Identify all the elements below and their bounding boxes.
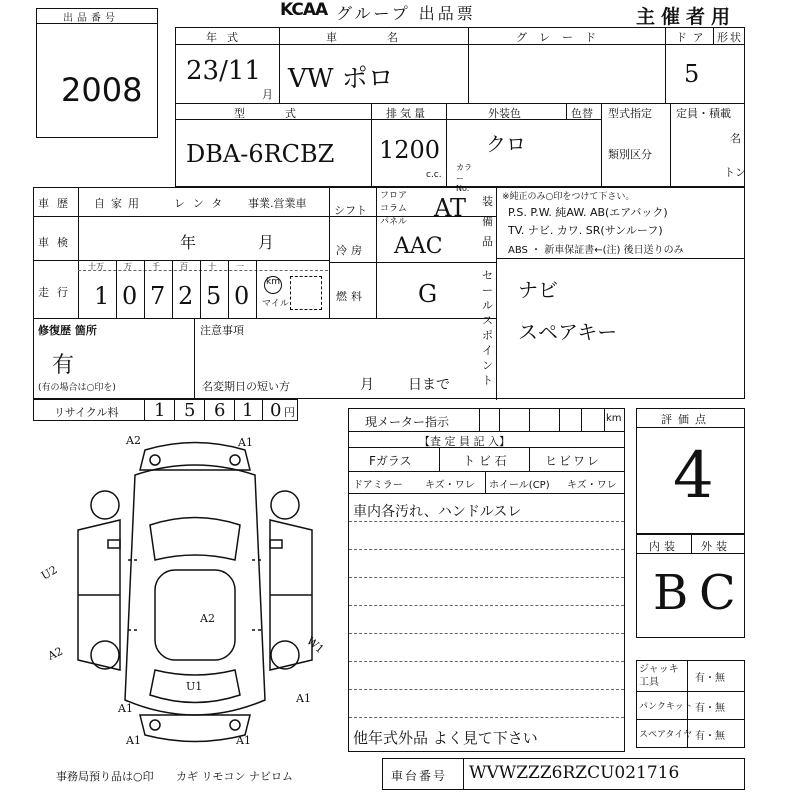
crack-label: ヒビワレ <box>545 454 602 468</box>
digit-label-4: 百 <box>180 262 188 271</box>
mileage-digit-1: 1 <box>94 282 110 310</box>
recycle-digit-4: 1 <box>242 400 254 421</box>
shift-option-floor: フロア <box>380 191 408 201</box>
history-label: 車歴 <box>38 197 76 210</box>
mileage-digit-4: 2 <box>178 282 194 310</box>
recycle-digit-3: 6 <box>214 400 226 421</box>
inspection-label: 車検 <box>38 236 76 249</box>
digit-label-2: 万 <box>124 262 132 271</box>
name-change-day-unit: 日まで <box>408 377 450 393</box>
exterior-value: C <box>699 565 736 621</box>
form-title: グループ 出品票 <box>336 4 476 23</box>
mirror-label: ドアミラー <box>353 480 403 491</box>
mark-rear-left-2: A1 <box>118 702 133 715</box>
tools-box <box>636 660 745 748</box>
mileage-digit-3: 7 <box>150 282 166 310</box>
remark-1: 車内各汚れ、ハンドルスレ <box>353 504 522 520</box>
inspector-header: 【査 定 員 記 入】 <box>419 435 510 448</box>
mileage-blank-box <box>290 276 322 310</box>
history-option-private: 自家用 <box>94 197 145 210</box>
interior-label: 内装 <box>649 540 679 553</box>
history-option-rental: レンタ <box>174 197 231 210</box>
mileage-digit-6: 0 <box>234 282 250 310</box>
puncture-option: 有・無 <box>695 703 725 714</box>
recycle-digit-1: 1 <box>154 400 166 421</box>
office-items: カギ リモコン ナビロム <box>176 770 293 783</box>
color-no-label: カラー No. <box>456 163 472 193</box>
mark-left-rear: A2 <box>45 644 65 663</box>
inspection-year-unit: 年 <box>180 233 197 252</box>
meter-km-label: km <box>606 413 622 424</box>
year-label: 年式 <box>206 31 248 44</box>
name-label: 車名 <box>326 31 448 44</box>
ac-value: AAC <box>394 234 443 259</box>
wheel-label: ホイール(CP) <box>489 480 550 491</box>
ac-label: 冷房 <box>336 244 366 257</box>
digit-label-1: 十万 <box>88 262 104 271</box>
meter-label: 現メーター指示 <box>365 415 450 429</box>
exterior-label: 外装 <box>701 540 731 553</box>
shift-option-column: コラム <box>380 204 407 214</box>
equipment-line-2: TV. ナビ. カワ. SR(サンルーフ) <box>508 224 663 237</box>
lot-number-label: 出品番号 <box>63 13 119 24</box>
capacity-unit: 名 <box>730 132 741 145</box>
mile-label: マイル <box>262 299 289 309</box>
lot-number-box <box>36 8 158 138</box>
recycle-unit: 円 <box>284 406 295 419</box>
glass-label: Fガラス <box>369 454 412 468</box>
mark-right-side: W1 <box>304 634 327 657</box>
rating-box <box>636 408 745 534</box>
car-damage-diagram <box>39 430 330 755</box>
model-value: DBA-6RCBZ <box>186 140 335 168</box>
model-label: 型式 <box>234 107 336 120</box>
rating-value: 4 <box>673 439 714 513</box>
mark-rear-right-1: A1 <box>296 692 311 705</box>
repair-label: 修復歴 箇所 <box>38 324 97 337</box>
mark-top-left: A2 <box>126 434 141 447</box>
recycle-label: リサイクル料 <box>54 406 119 419</box>
wheel-options: キズ・ワレ <box>567 480 617 491</box>
history-option-business: 事業.営業車 <box>248 197 307 210</box>
year-value: 23/11 <box>186 56 261 86</box>
mark-left-side: U2 <box>39 563 60 583</box>
type-designation-label: 型式指定 <box>608 107 652 120</box>
category-label: 類別区分 <box>608 148 652 161</box>
mileage-label: 走行 <box>38 286 76 299</box>
inspection-month-unit: 月 <box>258 233 275 252</box>
equipment-note: ※純正のみ○印をつけて下さい。 <box>502 192 635 202</box>
load-unit: トン <box>724 166 746 179</box>
repair-note: (有の場合は○印を) <box>38 383 116 393</box>
kcaa-logo: KCAA <box>280 0 328 20</box>
notes-label: 注意事項 <box>200 324 244 337</box>
ext-color-label: 外装色 <box>488 107 521 120</box>
fuel-label: 燃料 <box>336 290 366 303</box>
digit-label-3: 千 <box>152 262 160 271</box>
displacement-label: 排気量 <box>386 107 428 120</box>
capacity-label: 定員・積載 <box>676 107 731 120</box>
doors-value: 5 <box>684 60 700 88</box>
glass-options: ト ビ 石 <box>463 454 507 468</box>
shift-value: AT <box>434 194 467 222</box>
equipment-line-3: ABS ・ 新車保証書←(注) 後日送りのみ <box>508 245 684 256</box>
name-value: VW ポロ <box>288 64 394 94</box>
ext-color-value: クロ <box>486 132 526 156</box>
organizer-label: 主催者用 <box>636 6 737 28</box>
digit-label-6: 一 <box>236 262 244 271</box>
recycle-digit-2: 5 <box>184 400 196 421</box>
sales-point-1: ナビ <box>518 278 558 302</box>
vehicle-info-box <box>175 27 746 193</box>
office-note: 事務局預り品は○印 <box>56 770 154 783</box>
lot-number-value: 2008 <box>61 71 143 109</box>
repair-value: 有 <box>52 353 75 378</box>
mark-rear-right-2: A1 <box>236 734 251 747</box>
mark-trunk: U1 <box>186 680 203 693</box>
recycle-box <box>33 399 298 421</box>
chassis-value: WVWZZZ6RZCU021716 <box>469 763 680 783</box>
color-change-label: 色替 <box>571 107 593 120</box>
interior-value: B <box>653 565 689 621</box>
history-specs-box <box>33 187 745 399</box>
rating-label: 評価点 <box>661 413 712 426</box>
mirror-options: キズ・ワレ <box>425 480 475 491</box>
sales-points-label: セールスポイント <box>482 269 493 387</box>
remark-2: 他年式外品 よく見て下さい <box>353 729 538 747</box>
grade-label: グレード <box>516 31 608 44</box>
chassis-box <box>382 758 745 790</box>
mark-top-right: A1 <box>238 436 253 449</box>
digit-label-5: 十 <box>208 262 216 271</box>
jack-option: 有・無 <box>695 673 725 684</box>
mark-rear-left: A1 <box>126 734 141 747</box>
shift-option-panel: パネル <box>380 217 408 227</box>
inspector-box <box>348 408 625 752</box>
equipment-label: 装備品 <box>482 195 493 248</box>
mileage-digit-2: 0 <box>122 282 138 310</box>
mark-roof: A2 <box>200 612 215 625</box>
year-month-unit: 月 <box>262 88 273 101</box>
spare-label: スペアタイヤ <box>639 730 693 740</box>
fuel-value: G <box>418 280 438 308</box>
jack-label: ジャッキ工具 <box>639 664 679 688</box>
chassis-label: 車台番号 <box>391 769 448 783</box>
equipment-line-1: P.S. P.W. 純AW. AB(エアバック) <box>508 206 668 219</box>
displacement-value: 1200 <box>379 136 441 164</box>
mileage-digit-5: 5 <box>206 282 222 310</box>
km-label: km <box>266 277 280 287</box>
name-change-month-unit: 月 <box>360 377 374 393</box>
recycle-digit-5: 0 <box>270 400 282 421</box>
sales-point-2: スペアキー <box>518 320 618 344</box>
puncture-label: パンクキット <box>639 702 693 712</box>
shift-label: シフト <box>334 204 367 217</box>
interior-exterior-box <box>636 534 745 638</box>
spare-option: 有・無 <box>695 731 725 742</box>
cc-unit: c.c. <box>426 170 442 180</box>
doors-label: ドア <box>676 31 710 44</box>
shape-label: 形状 <box>717 31 743 44</box>
name-change-label: 名変期日の短い方 <box>202 380 290 393</box>
